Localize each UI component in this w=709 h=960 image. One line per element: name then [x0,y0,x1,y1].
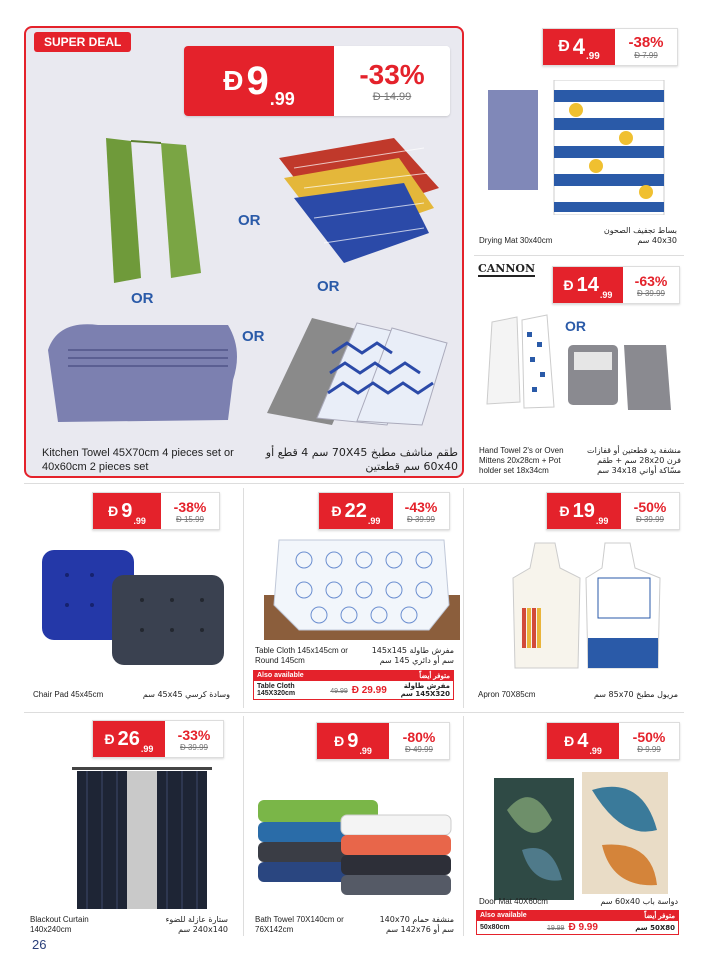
door-mat-label-en: Door Mat 40X60cm [479,897,548,906]
table-cloth-also-available: Also available متوفر أيضاً Table Cloth 145X320cm 49.99 Ð 29.99 مفرش طاولة 145X320 سم [253,670,454,700]
green-towels-image [86,133,216,288]
curtain-label-en: Blackout Curtain 140x240cm [30,915,89,934]
divider [24,483,684,484]
or-label: OR [317,278,340,295]
or-label: OR [238,212,261,229]
super-deal-label-ar: طقم مناشف مطبخ 70X45 سم 4 قطع أو 60x40 سم قطعتين [265,446,458,473]
door-mat-price: Ð 4 .99 -50% Ð 9.99 [546,722,680,760]
hand-towel-label-ar: منشفة يد قطعتين أو قفازات فرن 28x20 سم + طقم مسّاكة أواني 34x18 سم [587,446,681,475]
or-label: OR [242,328,265,345]
super-deal-badge: SUPER DEAL [34,32,131,52]
door-mat-label-ar: دواسة باب 60x40 سم [600,897,678,906]
bath-towel-price: Ð 9 .99 -80% Ð 49.99 [316,722,450,760]
apron-image [510,538,670,673]
bath-towel-label-ar: منشفة حمام 140x70 سم أو 142x76 سم [379,915,454,934]
table-cloth-price: Ð 22 .99 -43% Ð 39.99 [318,492,450,530]
chair-pad-image [32,545,232,670]
table-cloth-image [264,535,460,640]
hand-towel-label-en: Hand Towel 2's or Oven Mittens 20x28cm + Pot holder set 18x34cm [479,446,564,475]
apron-label-ar: مريول مطبخ 85x70 سم [593,690,678,699]
discount-label: -33% [359,59,425,90]
or-label: OR [565,318,586,334]
door-mat-also-available: Also available متوفر أيضاً 50x80cm 19.99 Ð 9.99 50X80 سم [476,910,679,935]
chair-pad-price: Ð 9 .99 -38% Ð 15.99 [92,492,220,530]
curtain-price: Ð 26 .99 -33% Ð 39.99 [92,720,224,758]
chevron-towels-image [262,313,452,428]
divider [463,488,464,708]
table-cloth-label-ar: مفرش طاولة 145x145 سم أو دائري 145 سم [371,646,454,665]
drying-mat-label-ar: بساط تجفيف الصحون 40x30 سم [603,226,677,245]
drying-mat-price: Ð 4 .99 -38% Ð 7.99 [542,28,678,66]
currency-icon: Ð [223,65,244,96]
bath-towel-label-en: Bath Towel 70X140cm or 76X142cm [255,915,344,934]
cannon-logo: CANNON [478,262,536,275]
table-cloth-label-en: Table Cloth 145x145cm or Round 145cm [255,646,348,665]
chair-pad-label-en: Chair Pad 45x45cm [33,690,104,699]
apron-price: Ð 19 .99 -50% Ð 39.99 [546,492,680,530]
apron-label-en: Apron 70X85cm [478,690,536,699]
oven-mitts-image [566,340,678,415]
divider [24,712,684,713]
hand-towel-image [482,312,562,412]
divider [243,716,244,936]
chair-pad-label-ar: وسادة كرسي 45x45 سم [142,690,230,699]
curtain-label-ar: ستارة عازلة للضوء 240x140 سم [165,915,228,934]
drying-mat-image [486,80,666,215]
super-deal-panel [24,26,464,478]
divider [463,716,464,936]
page-number: 26 [32,937,47,952]
drying-mat-label-en: Drying Mat 30x40cm [479,236,553,245]
purple-towels-image [38,310,243,430]
hand-towel-price: Ð 14 .99 -63% Ð 39.99 [552,266,680,304]
super-deal-price: Ð 9 .99 -33% Ð 14.99 [184,46,450,116]
plaid-towels-image [274,128,444,268]
divider [474,255,684,256]
old-price: Ð 14.99 [372,91,412,103]
divider [243,488,244,708]
or-label: OR [131,290,154,307]
curtain-image [72,765,212,910]
door-mat-image [492,770,672,905]
bath-towel-image [256,795,456,905]
super-deal-label-en: Kitchen Towel 45X70cm 4 pieces set or 40x60cm 2 pieces set [42,447,234,473]
